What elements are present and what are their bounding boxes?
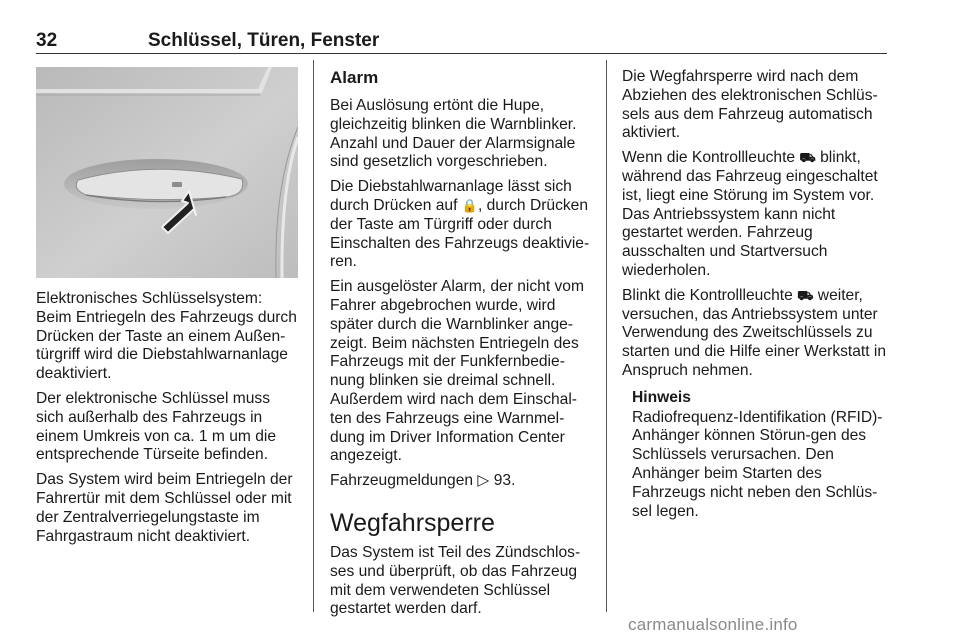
immobilizer-warning-icon: ⛟ [797, 287, 814, 303]
door-handle-illustration [36, 67, 298, 278]
section-heading-alarm: Alarm [330, 68, 379, 87]
note-text: Radiofrequenz-Identifikation (RFID)-Anhänger können Störun-gen des Schlüssels verursachen. Den Anhänger beim Starten des Fahrzeugs nicht neben den Schlüs-sel legen. [632, 408, 883, 520]
column-divider [313, 60, 314, 612]
paragraph [622, 287, 887, 381]
page-reference-icon: ▷ [477, 472, 490, 490]
paragraph [330, 472, 592, 491]
page-reference[interactable]: 93. [493, 472, 516, 490]
note-title: Hinweis [632, 388, 691, 406]
paragraph [622, 149, 887, 281]
immobilizer-warning-icon: ⛟ [799, 150, 816, 166]
note-box [632, 389, 887, 522]
page-header [36, 30, 890, 52]
column-2 [330, 68, 592, 625]
text-span: blinkt, während das Fahrzeug eingeschaltet ist, liegt eine Störung im System vor. Das Antriebssystem kann nicht gestartet werden. Fahrzeug ausschalten und Startversuch wiederholen. [622, 149, 878, 279]
watermark: carmanualsonline.info [628, 615, 798, 634]
text-span: weiter, versuchen, das Antriebssystem unter Verwendung des Zweitschlüssels zu starten und die Hilfe einer Werkstatt in Anspruch nehmen. [622, 286, 887, 379]
paragraph [330, 178, 592, 272]
column-3 [622, 68, 887, 521]
paragraph: Das System ist Teil des Zündschlos-ses und überprüft, ob das Fahrzeug mit dem verwendeten Schlüssel gestartet werden darf. [330, 543, 581, 618]
column-divider [606, 60, 607, 612]
paragraph: Bei Auslösung ertönt die Hupe, gleichzeitig blinken die Warnblinker. Anzahl und Dauer der Alarmsignale sind gesetzlich vorgeschrieben. [330, 97, 577, 171]
paragraph: Ein ausgelöster Alarm, der nicht vom Fahrer abgebrochen wurde, wird später durch die Warnblinker ange-zeigt. Beim nächsten Entriegeln des Fahrzeugs mit der Funkfernbedie-nung blinken sie dreimal schnell. Außerdem wird nach dem Einschal-ten des Fahrzeugs eine Warnmel-dung im Driver Information Center angezeigt. [330, 278, 584, 465]
section-heading-immobilizer: Wegfahrsperre [330, 508, 495, 537]
chapter-title: Schlüssel, Türen, Fenster [148, 30, 380, 51]
paragraph: Elektronisches Schlüsselsystem: Beim Entriegeln des Fahrzeugs durch Drücken der Taste an einem Außen-türgriff wird die Diebstahlwarnanlage deaktiviert. [36, 290, 297, 383]
text-span: Blinkt die Kontrollleuchte [622, 286, 798, 304]
page-number: 32 [36, 30, 58, 51]
lock-icon: 🔒 [461, 197, 478, 213]
paragraph: Der elektronische Schlüssel muss sich außerhalb des Fahrzeugs in einem Umkreis von ca. 1 m um die entsprechende Türseite befinden. [36, 389, 277, 464]
paragraph: Die Wegfahrsperre wird nach dem Abziehen des elektronischen Schlüs-sels aus dem Fahrzeug automatisch aktiviert. [622, 68, 878, 142]
text-span: Die Diebstahlwarnanlage lässt sich durch Drücken auf [330, 178, 572, 214]
text-span: Wenn die Kontrollleuchte [622, 149, 800, 167]
header-divider [36, 53, 887, 54]
cross-reference-text: Fahrzeugmeldungen [330, 472, 474, 490]
column-1 [36, 290, 298, 552]
paragraph: Das System wird beim Entriegeln der Fahrertür mit dem Schlüssel oder mit der Zentralverriegelungstaste im Fahrgastraum nicht deaktiviert. [36, 471, 293, 545]
text-span: , durch Drücken der Taste am Türgriff oder durch Einschalten des Fahrzeugs deaktivie-ren. [330, 196, 590, 271]
